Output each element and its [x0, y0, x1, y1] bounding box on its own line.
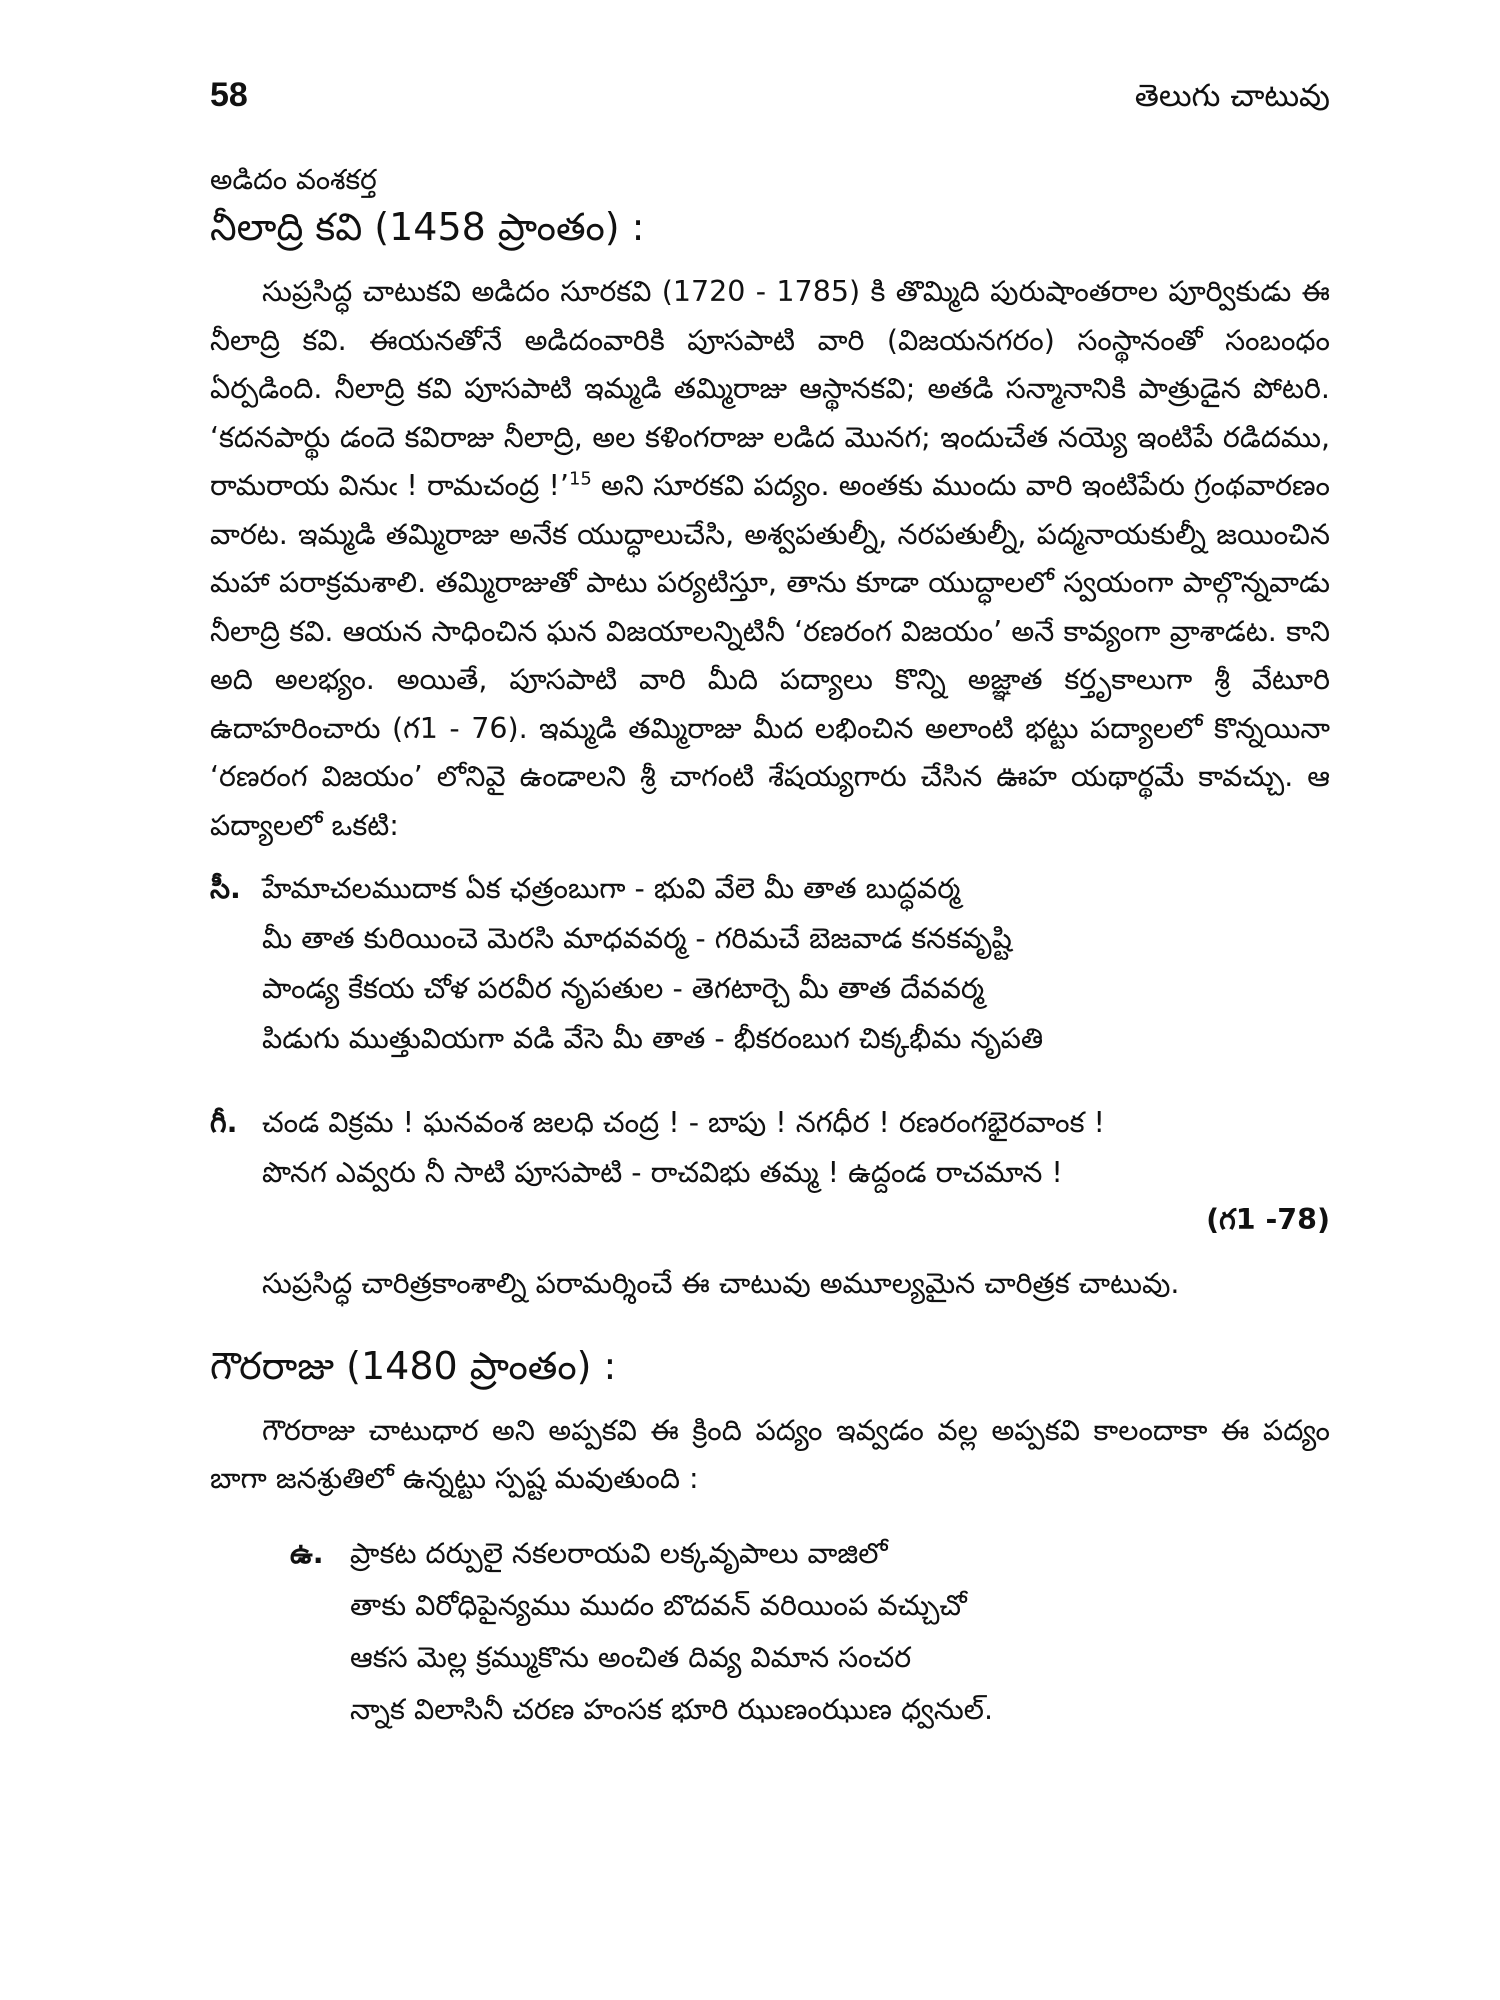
- verse-utpalamala: [290, 1528, 1330, 1736]
- verse-line: పిడుగు ముత్తువియగా వడి వేసె మీ తాత - భీకరంబుగ చిక్కభీమ నృపతి: [262, 1022, 1044, 1055]
- verse-meter-label: ఉ.: [290, 1536, 324, 1570]
- verse-meter-label: గీ.: [210, 1106, 238, 1139]
- verse-line-text: చండ విక్రమ ! ఘనవంశ జలధి చంద్ర ! - బాపు ! నగధీర ! రణరంగభైరవాంక !: [262, 1106, 1105, 1139]
- verse-line: ఆకస మెల్ల క్రమ్ముకొను అంచిత దివ్య విమాన సంచర: [350, 1640, 912, 1674]
- verse-line: [210, 864, 1330, 914]
- verse-line: పొనగ ఎవ్వరు నీ సాటి పూసపాటి - రాచవిభు తమ్మ ! ఉద్దండ రాచమాన !: [262, 1156, 1063, 1189]
- verse-seesa: [210, 864, 1330, 1064]
- paragraph-text-part1: సుప్రసిద్ధ చాటుకవి అడిదం సూరకవి (1720 - 1785) కి తొమ్మిది పురుషాంతరాల పూర్వికుడు ఈ నీలాద్రి కవి. ఈయనతోనే అడిదంవారికి పూసపాటి వారి (విజయనగరం) సంస్థానంతో సంబంధం ఏర్పడింది. నీలాద్రి కవి పూసపాటి ఇమ్మడి తమ్మిరాజు ఆస్థానకవి; అతడి సన్మానానికి పాత్రుడైన పోటరి. ‘కదనపార్థు డందె కవిరాజు నీలాద్రి, అల కళింగరాజు లడిద మొనగ; ఇందుచేత నయ్యె ఇంటిపే రడిదము, రామరాయ వినుఁ ! రామచంద్ర !’: [210, 275, 1330, 502]
- verse-line: పాండ్య కేకయ చోళ పరవీర నృపతుల - తెగటార్చె మీ తాత దేవవర్మ: [262, 972, 985, 1005]
- verse-citation: (గ1 -78): [1206, 1203, 1330, 1236]
- running-head: [210, 76, 1330, 136]
- spacer: [210, 1242, 1330, 1260]
- book-title: తెలుగు చాటువు: [1134, 78, 1330, 114]
- footnote-marker: 15: [568, 468, 592, 490]
- verse-meter-label: సీ.: [210, 872, 241, 905]
- section-heading-gauraraju: గౌరరాజు (1480 ప్రాంతం) :: [210, 1343, 617, 1388]
- verse-line-text: హేమాచలముదాక ఏక ఛత్రంబుగా - భువి వేలె మీ తాత బుద్ధవర్మ: [262, 872, 961, 905]
- section-heading-neeladri: నీలాద్రి కవి (1458 ప్రాంతం) :: [210, 205, 645, 249]
- verse-line: [290, 1528, 1330, 1580]
- verse-geeta: [210, 1098, 1330, 1198]
- verse-line: న్నాక విలాసినీ చరణ హంసక భూరి ఝుణంఝుణ ధ్వనుల్.: [350, 1692, 994, 1726]
- paragraph-neeladri: [210, 268, 1330, 850]
- verse-line-text: ప్రాకట దర్పులై నకలరాయవి లక్కవృపాలు వాజిలో: [350, 1536, 888, 1570]
- section-subhead: అడిదం వంశకర్త: [210, 163, 377, 196]
- verse-line: [210, 1098, 1330, 1148]
- paragraph-historical-note: సుప్రసిద్ధ చారిత్రకాంశాల్ని పరామర్శించే ఈ చాటువు అమూల్యమైన చారిత్రక చాటువు.: [262, 1267, 1180, 1300]
- verse-line: తాకు విరోధిపైన్యము ముదం బొదవన్ వరియింప వచ్చుచో: [350, 1588, 967, 1622]
- page-number: 58: [210, 76, 248, 114]
- verse-line: మీ తాత కురియించె మెరసి మాధవవర్మ - గరిమచే బెజవాడ కనకవృష్టి: [262, 922, 1012, 955]
- paragraph-text-part2: అని సూరకవి పద్యం. అంతకు ముందు వారి ఇంటిపేరు గ్రంథవారణం వారట. ఇమ్మడి తమ్మిరాజు అనేక యుద్ధాలుచేసి, అశ్వపతుల్నీ, నరపతుల్నీ, పద్మనాయకుల్నీ జయించిన మహా పరాక్రమశాలి. తమ్మిరాజుతో పాటు పర్యటిస్తూ, తాను కూడా యుద్ధాలలో స్వయంగా పాల్గొన్నవాడు నీలాద్రి కవి. ఆయన సాధించిన ఘన విజయాలన్నిటినీ ‘రణరంగ విజయం’ అనే కావ్యంగా వ్రాశాడట. కాని అది అలభ్యం. అయితే, పూసపాటి వారి మీది పద్యాలు కొన్ని అజ్ఞాత కర్తృకాలుగా శ్రీ వేటూరి ఉదాహరించారు (గ1 - 76). ఇమ్మడి తమ్మిరాజు మీద లభించిన అలాంటి భట్టు పద్యాలలో కొన్నయినా ‘రణరంగ విజయం’ లోనివై ఉండాలని శ్రీ చాగంటి శేషయ్యగారు చేసిన ఊహ యథార్థమే కావచ్చు. ఆ పద్యాలలో ఒకటి:: [210, 469, 1331, 842]
- verse-gap: [210, 1064, 1330, 1084]
- paragraph-gauraraju: గౌరరాజు చాటుధార అని అప్పకవి ఈ క్రింది పద్యం ఇవ్వడం వల్ల అప్పకవి కాలందాకా ఈ పద్యం బాగా జనశ్రుతిలో ఉన్నట్టు స్పష్ట మవుతుంది :: [210, 1413, 1330, 1495]
